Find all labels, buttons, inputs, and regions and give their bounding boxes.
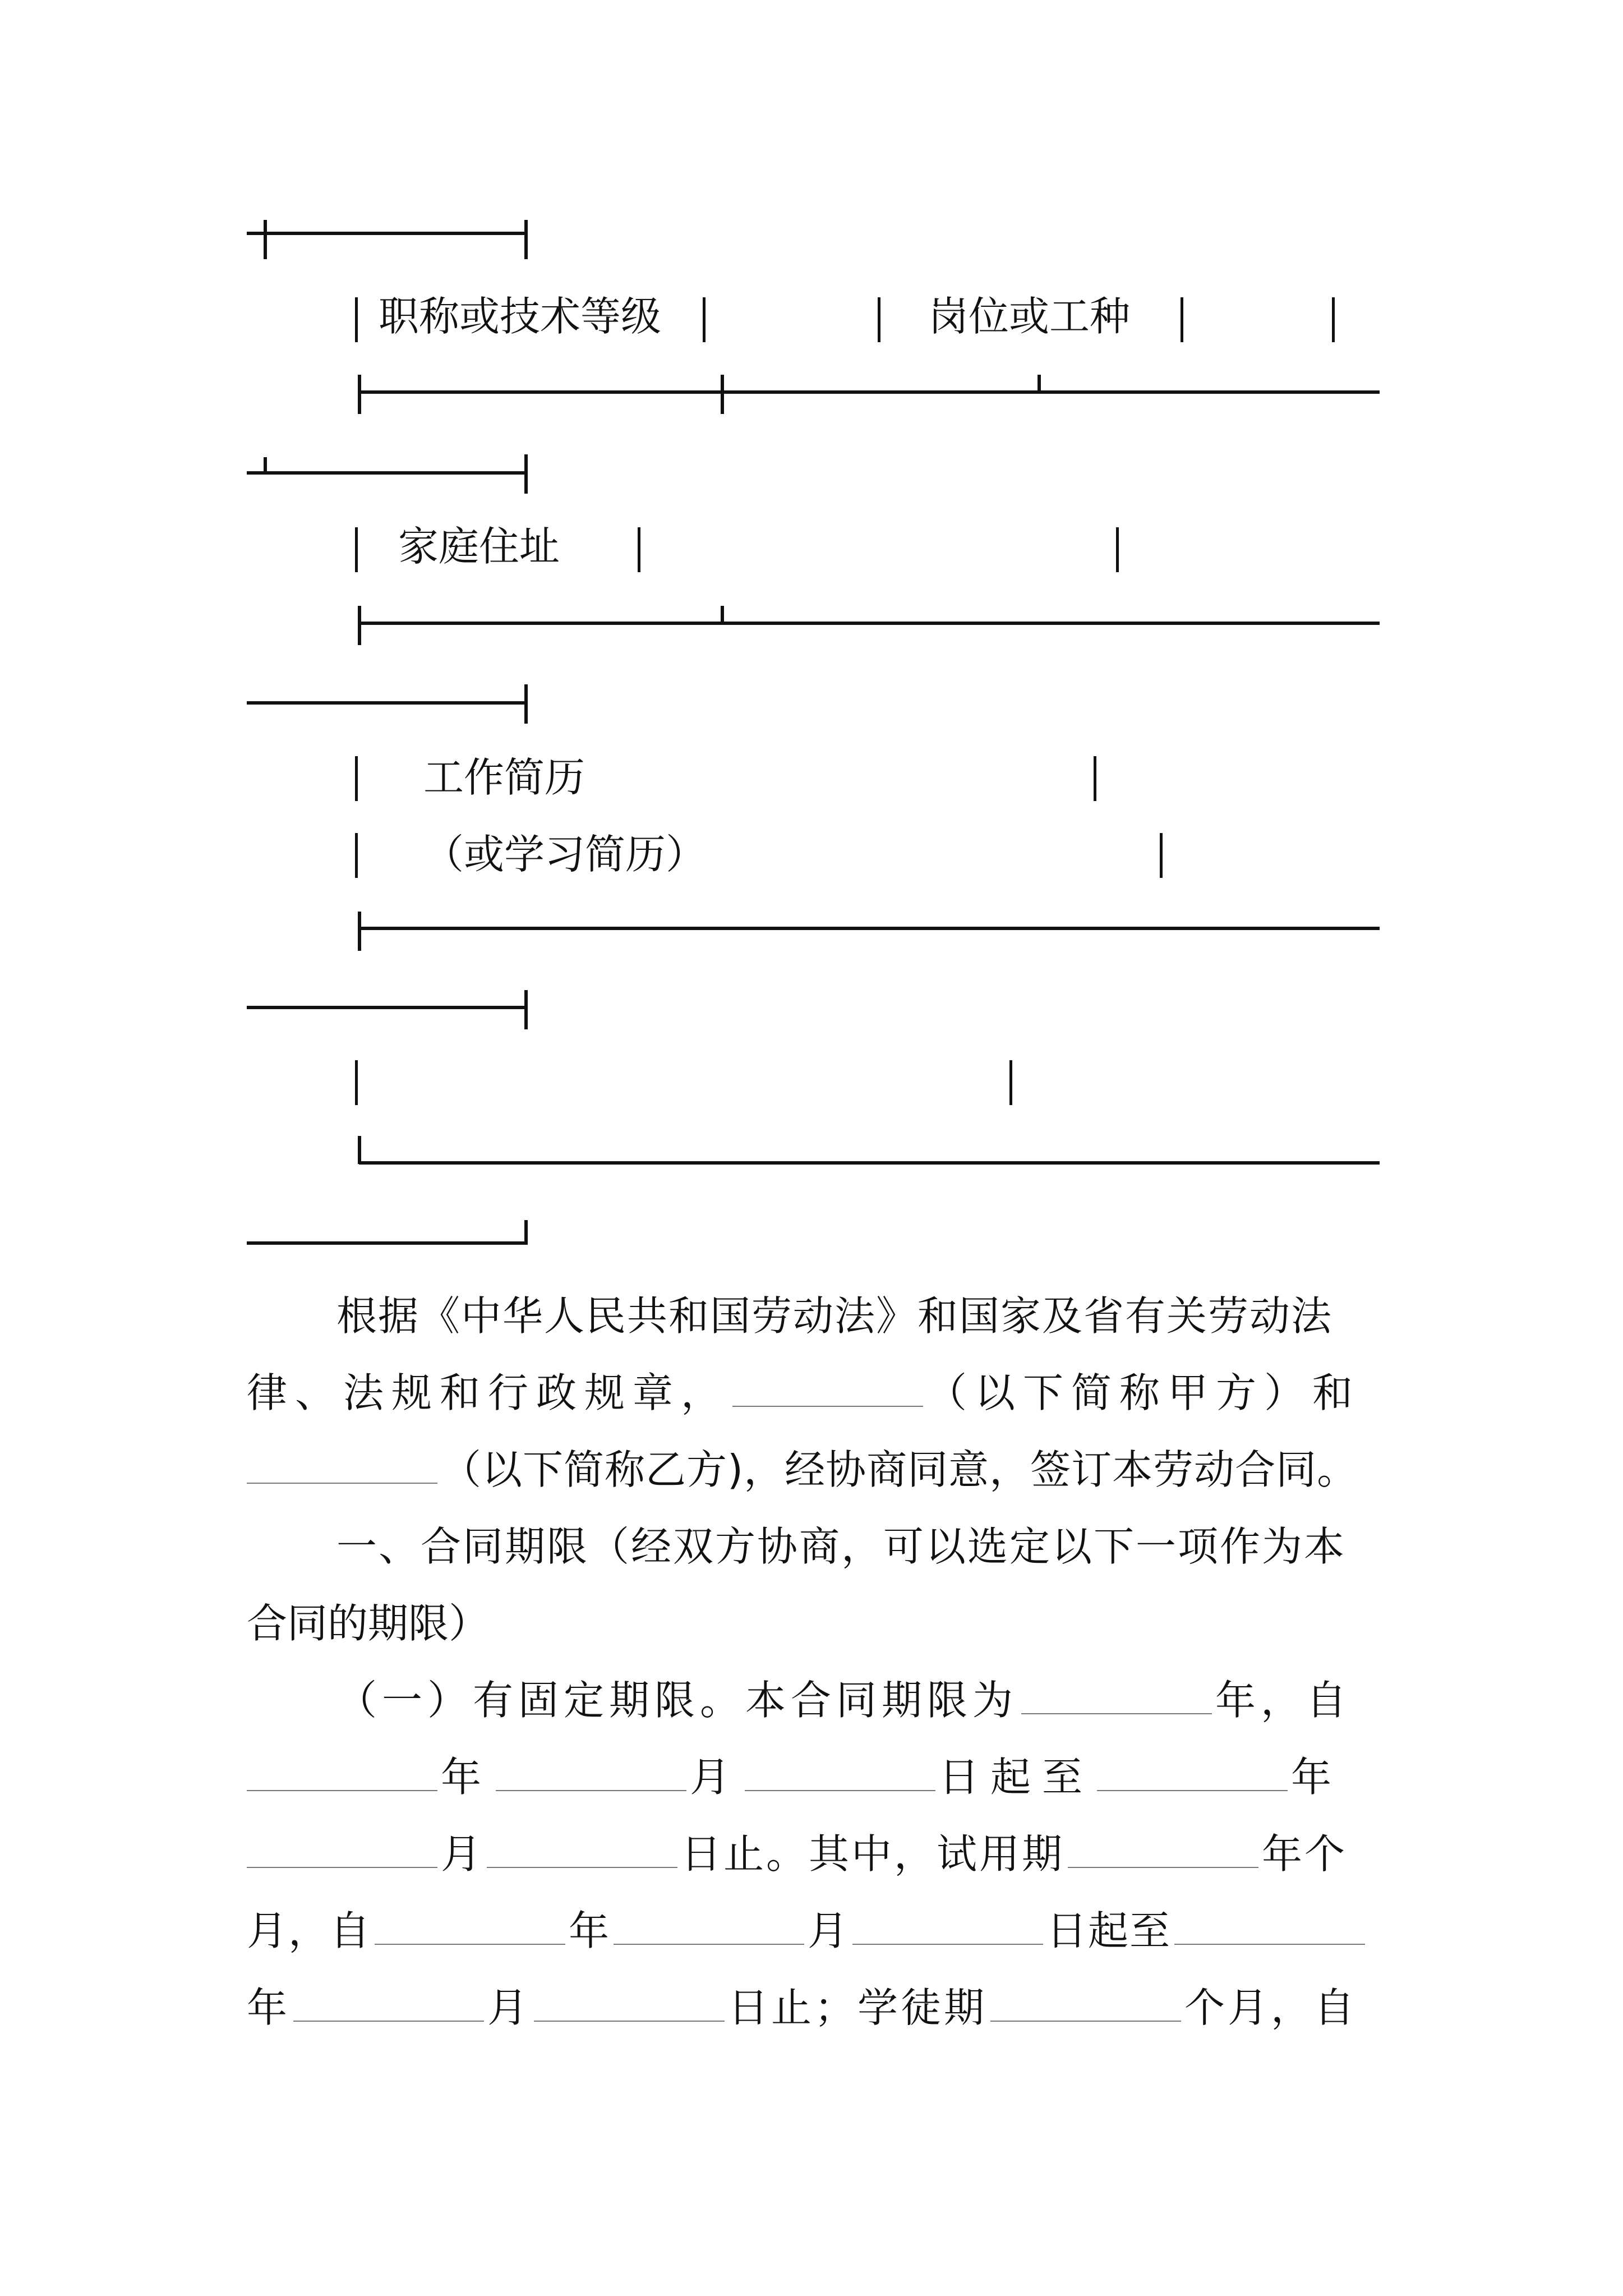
apprentice-text: 日止；学徒期 (728, 1984, 988, 2031)
row-border (359, 927, 1380, 930)
para1-text: 根据《中华人民共和国劳动法》和国家及省有关劳动法 (336, 1292, 1333, 1340)
table-border-corner (524, 1220, 528, 1245)
para1-line3 (247, 1446, 1358, 1493)
para1-line2 (247, 1369, 1361, 1416)
table-border-bottom (359, 1161, 1380, 1165)
probation-start-year-blank[interactable] (375, 1911, 565, 1945)
cell-divider (355, 833, 358, 878)
probation-month-end: 月 (487, 1984, 531, 2031)
probation-start-day-blank[interactable] (852, 1911, 1043, 1945)
address-label: 家庭住址 (398, 523, 560, 570)
row-border-end (524, 454, 528, 494)
row-border-end (524, 684, 528, 724)
row-border-cont (247, 1006, 527, 1009)
para1-text-a: 律、法规和行政规章， (247, 1369, 730, 1416)
probation-month-from: 月，自 (247, 1907, 372, 1954)
para1-text-c: （以下简称乙方)，经协商同意，签订本劳动合同。 (441, 1446, 1358, 1493)
row-border-tick (264, 457, 267, 474)
section1-heading: 一、合同期限（经双方协商，可以选定以下一项作为本 (336, 1523, 1347, 1570)
row-border-tick (358, 606, 361, 645)
end-month-blank[interactable] (247, 1834, 437, 1868)
party-b-blank[interactable] (247, 1450, 437, 1484)
para1-text-b: （以下简称甲方）和 (926, 1369, 1361, 1416)
probation-end-day-blank[interactable] (534, 1988, 725, 2022)
cell-divider (638, 527, 640, 572)
position-label: 岗位或工种 (928, 293, 1131, 340)
probation-unit: 年个 (1262, 1830, 1348, 1878)
term-line2 (247, 1754, 1343, 1801)
probation-year-end: 年 (247, 1984, 291, 2031)
cell-divider (1332, 297, 1335, 342)
apprentice-months-from: 个月，自 (1184, 1984, 1358, 2031)
cell-divider (355, 527, 358, 572)
party-a-blank[interactable] (732, 1373, 923, 1407)
table-border-top (247, 232, 527, 235)
para1-line1 (336, 1292, 1333, 1340)
row-border-tick (358, 375, 361, 414)
row-border-tick (721, 375, 724, 414)
row-border-tick (358, 912, 361, 951)
cell-divider (703, 297, 706, 342)
cell-divider (1160, 833, 1163, 878)
cell-divider (355, 756, 358, 801)
term-line1 (336, 1677, 1352, 1724)
table-border-end (524, 220, 528, 259)
row-border-tick (721, 606, 724, 623)
end-day-blank[interactable] (487, 1834, 677, 1868)
probation-day-from: 日起至 (1046, 1907, 1172, 1954)
row-border-end (524, 990, 528, 1029)
apprentice-blank[interactable] (990, 1988, 1181, 2022)
cell-divider (1094, 756, 1096, 801)
row-border-cont (247, 471, 527, 475)
row-border (359, 622, 1380, 625)
term-month-end: 月 (441, 1830, 484, 1878)
probation-blank[interactable] (1068, 1834, 1258, 1868)
work-history-label: 工作简历 (423, 754, 585, 801)
section1-heading-cont: 合同的期限） (247, 1600, 490, 1647)
term-month: 月 (690, 1754, 742, 1801)
term-years-blank[interactable] (1021, 1681, 1212, 1714)
cell-divider (1116, 527, 1119, 572)
title-label: 职称或技术等级 (379, 293, 662, 340)
term-year: 年 (441, 1754, 493, 1801)
term-day-from: 日起至 (939, 1754, 1094, 1801)
cell-divider (355, 1060, 358, 1105)
start-month-blank[interactable] (496, 1757, 686, 1791)
term-line5 (247, 1984, 1358, 2031)
row-border (359, 390, 1380, 394)
probation-month: 月 (808, 1907, 850, 1954)
term-intro: （一）有固定期限。本合同期限为 (336, 1677, 1018, 1724)
table-border-bottom-cont (247, 1241, 527, 1245)
start-year-blank[interactable] (247, 1757, 437, 1791)
row-border-tick (1038, 375, 1041, 392)
table-border-tick (264, 220, 267, 259)
start-day-blank[interactable] (745, 1757, 935, 1791)
row-border-cont (247, 701, 527, 705)
probation-end-year-blank[interactable] (1174, 1911, 1365, 1945)
term-year-from: 年，自 (1215, 1677, 1352, 1724)
probation-end-month-blank[interactable] (293, 1988, 484, 2022)
probation-start-month-blank[interactable] (614, 1911, 804, 1945)
cell-divider (878, 297, 880, 342)
cell-divider (1181, 297, 1183, 342)
cell-divider (1009, 1060, 1012, 1105)
cell-divider (355, 297, 358, 342)
term-line4 (247, 1907, 1368, 1954)
term-day-to: 日止。其中，试用期 (681, 1830, 1065, 1878)
section1-line1 (336, 1523, 1347, 1570)
study-history-label: （或学习简历） (423, 831, 707, 878)
section1-line2 (247, 1600, 490, 1647)
term-line3 (247, 1830, 1348, 1878)
term-year-end: 年 (1291, 1754, 1343, 1801)
probation-year: 年 (569, 1907, 611, 1954)
end-year-blank[interactable] (1097, 1757, 1288, 1791)
table-border-corner (358, 1136, 361, 1164)
